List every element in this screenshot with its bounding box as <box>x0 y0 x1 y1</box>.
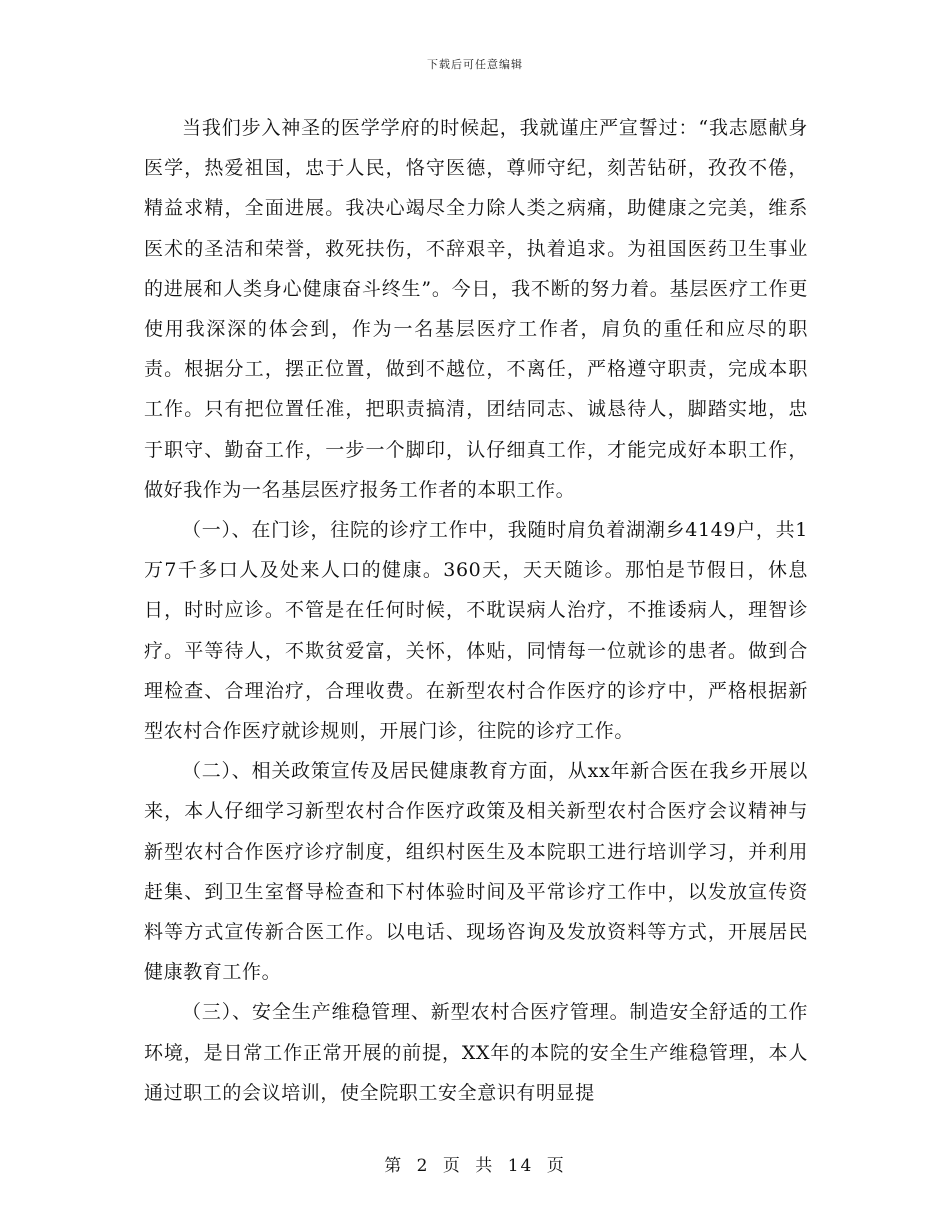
paragraph-safety-management: （三）、安全生产维稳管理、新型农村合医疗管理。制造安全舒适的工作环境，是日常工作正常开展的前提，XX年的本院的安全生产维稳管理，本人通过职工的会议培训，使全院职工安全意识有明显提 <box>144 1001 808 1104</box>
page-header-note: 下载后可任意编辑 <box>427 58 523 71</box>
page-number-footer: 第 2 页 共 14 页 <box>384 1156 566 1176</box>
paragraph-policy-education: （二）、相关政策宣传及居民健康教育方面，从xx年新合医在我乡开展以来，本人仔细学习新型农村合作医疗政策及相关新型农村合医疗会议精神与新型农村合作医疗诊疗制度，组织村医生及本院职工进行培训学习，并利用赶集、到卫生室督导检查和下村体验时间及平常诊疗工作中，以发放宣传资料等方式宣传新合医工作。以电话、现场咨询及发放资料等方式，开展居民健康教育工作。 <box>144 760 808 984</box>
paragraph-outpatient: （一）、在门诊，往院的诊疗工作中，我随时肩负着湖潮乡4149户，共1万7千多口人及处来人口的健康。360天，天天随诊。那怕是节假日，休息日，时时应诊。不管是在任何时候，不耽误病人治疗，不推诿病人，理智诊疗。平等待人，不欺贫爱富，关怀，体贴，同情每一位就诊的患者。做到合理检查、合理治疗，合理收费。在新型农村合作医疗的诊疗中，严格根据新型农村合作医疗就诊规则，开展门诊，往院的诊疗工作。 <box>144 519 808 743</box>
paragraph-oath: 当我们步入神圣的医学学府的时候起，我就谨庄严宣誓过：“我志愿献身医学，热爱祖国，忠于人民，恪守医德，尊师守纪，刻苦钻研，孜孜不倦，精益求精，全面进展。我决心竭尽全力除人类之病痛，助健康之完美，维系医术的圣洁和荣誉，救死扶伤，不辞艰辛，执着追求。为祖国医药卫生事业的进展和人类身心健康奋斗终生”。今日，我不断的努力着。基层医疗工作更使用我深深的体会到，作为一名基层医疗工作者，肩负的重任和应尽的职责。根据分工，摆正位置，做到不越位，不离任，严格遵守职责，完成本职工作。只有把位置任准，把职责搞清，团结同志、诚恳待人，脚踏实地，忠于职守、勤奋工作，一步一个脚印，认仔细真工作，才能完成好本职工作，做好我作为一名基层医疗报务工作者的本职工作。 <box>144 117 808 501</box>
document-body <box>144 108 808 1113</box>
